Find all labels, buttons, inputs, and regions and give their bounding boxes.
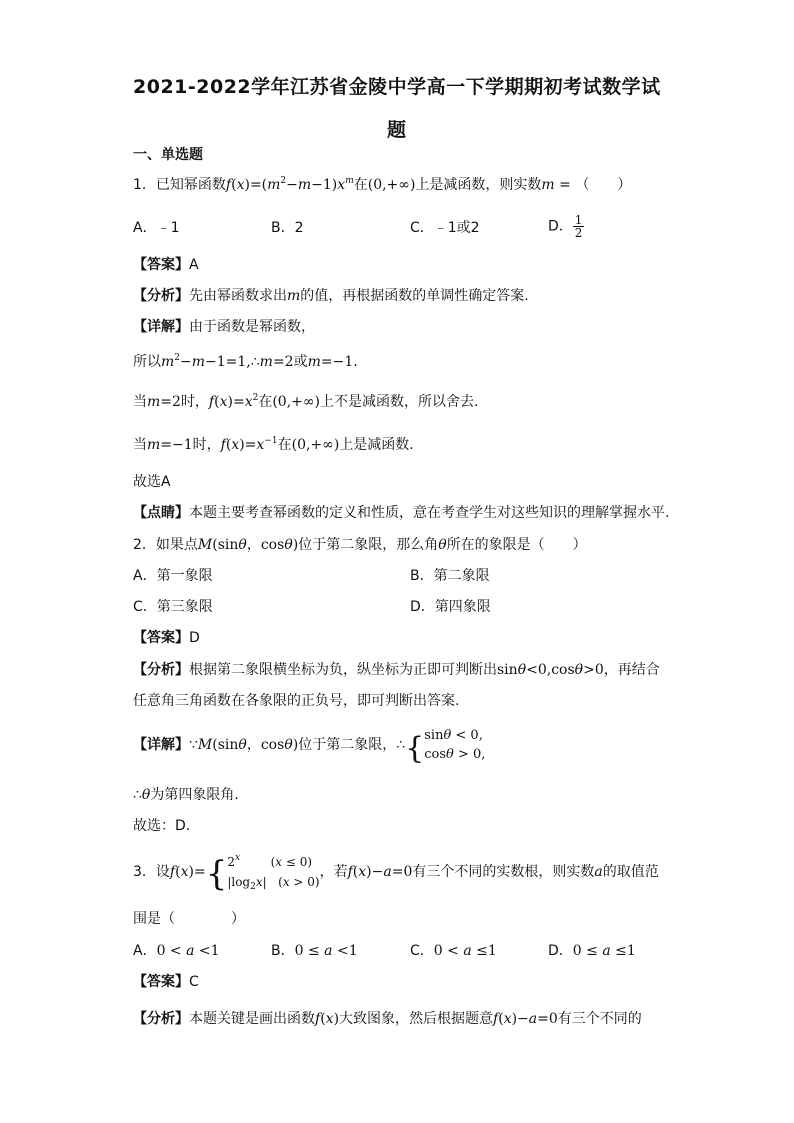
q2-detail: 【详解】∵M(sinθ，cosθ)位于第二象限，∴{ sinθ < 0, cosθ > 0, <box>133 728 486 766</box>
q1-step-3: 当m=−1时，$f(x)=x^{-1}$在(0,+∞)上是减函数. <box>133 436 414 453</box>
q3-analysis: 【分析】本题关键是画出函数f(x)大致图象，然后根据题意f(x)−a=0有三个不同的 <box>133 1011 642 1027</box>
q3-stem-line-2: 围是（ ） <box>133 911 245 927</box>
q2-answer: 【答案】D <box>133 630 200 646</box>
q1-stem: 1．已知幂函数$f(x)=(m^2-m-1)x^m$在(0,+∞)上是减函数，则实数m = （ ） <box>133 176 632 193</box>
q1-step-1: 所以$m^2-m-1=1,\therefore m=2$或m=−1. <box>133 353 358 370</box>
q2-conclusion: ∴θ为第四象限角. <box>133 787 239 803</box>
q2-choose: 故选：D. <box>133 818 191 834</box>
q1-option-c: C．﹣1或2 <box>410 220 480 236</box>
q2-option-d: D．第四象限 <box>410 599 491 615</box>
doc-title-line-2: 题 <box>387 119 407 141</box>
doc-title-line-1: 2021-2022学年江苏省金陵中学高一下学期期初考试数学试 <box>133 76 661 98</box>
q2-analysis-line-2: 任意角三角函数在各象限的正负号，即可判断出答案. <box>133 693 460 709</box>
q1-comment: 【点睛】本题主要考查幂函数的定义和性质，意在考查学生对这些知识的理解掌握水平. <box>133 505 670 521</box>
q2-option-a: A．第一象限 <box>133 568 213 584</box>
q1-analysis: 【分析】先由幂函数求出m的值，再根据函数的单调性确定答案. <box>133 288 529 304</box>
q2-option-c: C．第三象限 <box>133 599 213 615</box>
section-heading: 一、单选题 <box>133 147 203 163</box>
q1-option-a: A．﹣1 <box>133 220 180 236</box>
q1-choose: 故选A <box>133 474 171 490</box>
q3-piecewise: 2$^x$ (x ≤ 0) $|\log_2x|$ (x > 0) <box>227 853 320 892</box>
q1-detail: 【详解】由于函数是幂函数， <box>133 319 315 335</box>
q2-analysis: 【分析】根据第二象限横坐标为负，纵坐标为正即可判断出sinθ<0,cosθ>0，再结合 <box>133 662 660 678</box>
q3-option-a: A．0 < a <1 <box>133 943 220 959</box>
q1-option-b: B．2 <box>271 220 304 236</box>
q3-stem: 3．设f(x)={ 2$^x$ (x ≤ 0) $|\log_2x|$ (x > 0) ，若f(x)−a=0有三个不同的实数根，则实数a的取值范 <box>133 853 659 894</box>
q2-option-b: B．第二象限 <box>410 568 490 584</box>
q3-option-b: B．0 ≤ a <1 <box>271 943 358 959</box>
q1-answer: 【答案】A <box>133 257 199 273</box>
q3-option-d: D．0 ≤ a ≤1 <box>548 943 636 959</box>
q1-step-2: 当m=2时，$f(x)=x^2$在(0,+∞)上不是减函数，所以舍去. <box>133 393 479 410</box>
q3-answer: 【答案】C <box>133 974 199 990</box>
q1-option-d: D． $\frac{1}{2}$ <box>548 213 583 240</box>
q3-option-c: C．0 < a ≤1 <box>410 943 497 959</box>
q2-system: sinθ < 0, cosθ > 0, <box>424 728 486 762</box>
q2-stem: 2．如果点M(sinθ，cosθ)位于第二象限，那么角θ所在的象限是（ ） <box>133 537 587 553</box>
